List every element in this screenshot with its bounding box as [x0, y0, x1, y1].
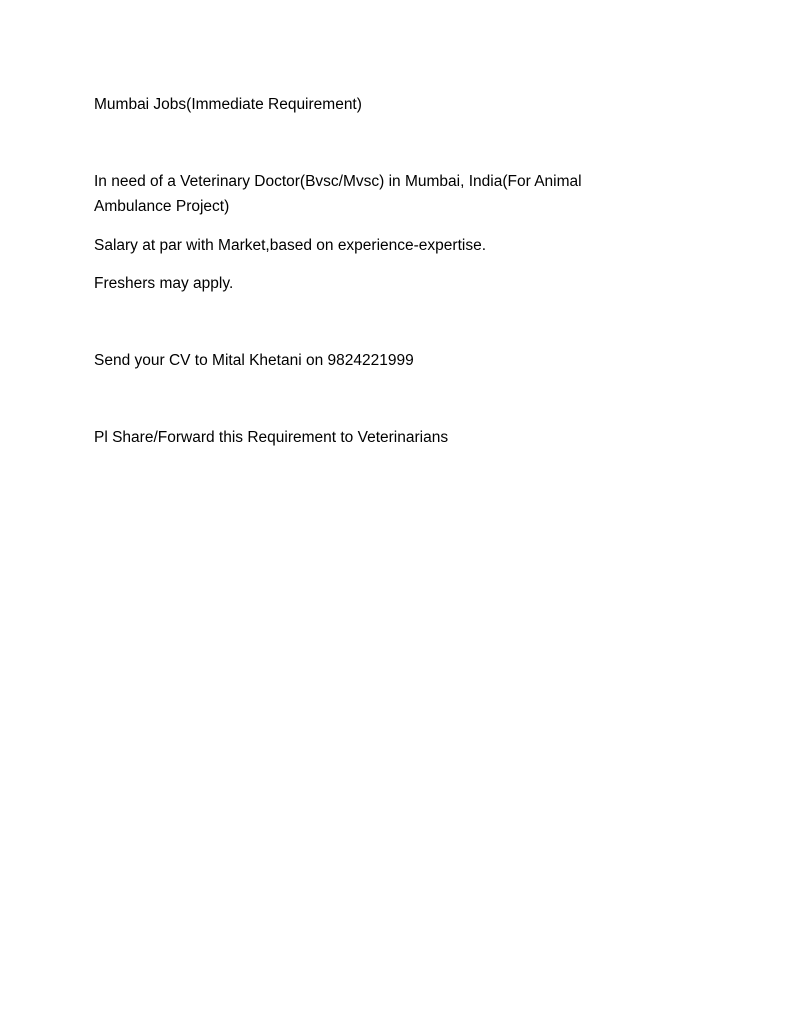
requirement-text-line-2: Ambulance Project): [94, 198, 230, 215]
requirement-text-line-1: In need of a Veterinary Doctor(Bvsc/Mvsc) in Mumbai, India(For Animal: [94, 173, 582, 190]
freshers-text: Freshers may apply.: [94, 275, 234, 292]
salary-text: Salary at par with Market,based on experience-expertise.: [94, 237, 487, 254]
job-heading: Mumbai Jobs(Immediate Requirement): [94, 96, 362, 113]
share-text: Pl Share/Forward this Requirement to Veterinarians: [94, 429, 449, 446]
contact-text: Send your CV to Mital Khetani on 9824221999: [94, 352, 414, 369]
